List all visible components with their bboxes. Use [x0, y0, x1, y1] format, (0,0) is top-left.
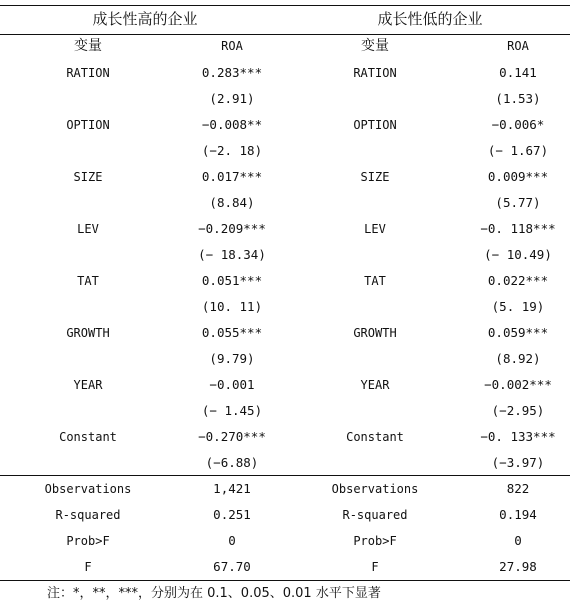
bottom-rule: [0, 580, 570, 581]
row-tstat-low: (5. 19): [491, 299, 545, 314]
row-variable-high: YEAR: [73, 378, 103, 392]
stat-value-low: 0.194: [499, 507, 537, 522]
row-tstat-high: (10. 11): [201, 299, 263, 314]
stat-label-high: R-squared: [55, 508, 121, 522]
row-tstat-high: (− 18.34): [198, 247, 266, 262]
group-title-low: 成长性低的企业: [377, 10, 483, 28]
row-coef-high: 0.051***: [201, 273, 263, 288]
row-variable-low: YEAR: [360, 378, 390, 392]
row-tstat-high: (2.91): [209, 91, 255, 106]
row-coef-low: 0.059***: [487, 325, 549, 340]
row-tstat-low: (− 1.67): [487, 143, 549, 158]
row-tstat-high: (− 1.45): [201, 403, 263, 418]
stat-value-low: 822: [506, 481, 530, 496]
header-rule: [0, 34, 570, 35]
header-variable-high: 变量: [74, 38, 102, 54]
stat-value-low: 27.98: [499, 559, 537, 574]
row-tstat-low: (5.77): [495, 195, 541, 210]
row-variable-low: SIZE: [360, 170, 390, 184]
row-tstat-high: (−6.88): [205, 455, 259, 470]
row-variable-high: TAT: [77, 274, 99, 288]
row-tstat-high: (9.79): [209, 351, 255, 366]
row-coef-low: −0. 133***: [480, 429, 556, 444]
header-depvar-low: ROA: [507, 39, 529, 53]
stat-label-low: Prob>F: [353, 534, 397, 548]
row-tstat-low: (−2.95): [491, 403, 545, 418]
stat-label-low: F: [371, 560, 379, 574]
stat-label-low: R-squared: [342, 508, 408, 522]
row-coef-low: −0.002***: [484, 377, 552, 392]
table-note: 注：*，**，***，分别为在 0.1、0.05、0.01 水平下显著: [47, 586, 381, 601]
row-variable-high: SIZE: [73, 170, 103, 184]
row-coef-high: 0.283***: [201, 65, 263, 80]
stat-value-high: 0.251: [213, 507, 251, 522]
header-variable-low: 变量: [361, 38, 389, 54]
row-variable-low: TAT: [364, 274, 386, 288]
stat-label-low: Observations: [331, 482, 419, 496]
top-rule: [0, 5, 570, 6]
row-coef-low: −0.006*: [491, 117, 545, 132]
row-variable-high: OPTION: [66, 118, 110, 132]
row-variable-low: OPTION: [353, 118, 397, 132]
row-coef-high: −0.270***: [198, 429, 266, 444]
row-tstat-low: (8.92): [495, 351, 541, 366]
row-coef-low: 0.022***: [487, 273, 549, 288]
header-depvar-high: ROA: [221, 39, 243, 53]
row-coef-high: −0.209***: [198, 221, 266, 236]
stat-value-high: 67.70: [213, 559, 251, 574]
row-coef-high: −0.008**: [201, 117, 263, 132]
row-tstat-low: (1.53): [495, 91, 541, 106]
row-variable-high: LEV: [77, 222, 99, 236]
row-variable-low: LEV: [364, 222, 386, 236]
stat-label-high: Observations: [44, 482, 132, 496]
group-title-high: 成长性高的企业: [92, 10, 198, 28]
stat-value-high: 0: [228, 533, 236, 548]
row-variable-low: RATION: [353, 66, 397, 80]
row-variable-low: Constant: [346, 430, 404, 444]
row-coef-high: −0.001: [209, 377, 255, 392]
row-coef-high: 0.055***: [201, 325, 263, 340]
row-tstat-low: (− 10.49): [484, 247, 552, 262]
stat-value-low: 0: [514, 533, 522, 548]
row-tstat-high: (−2. 18): [201, 143, 263, 158]
row-coef-high: 0.017***: [201, 169, 263, 184]
row-variable-low: GROWTH: [353, 326, 397, 340]
row-variable-high: Constant: [59, 430, 117, 444]
stats-rule: [0, 475, 570, 476]
row-tstat-high: (8.84): [209, 195, 255, 210]
row-variable-high: GROWTH: [66, 326, 110, 340]
row-variable-high: RATION: [66, 66, 110, 80]
stat-value-high: 1,421: [213, 481, 251, 496]
stat-label-high: Prob>F: [66, 534, 110, 548]
row-coef-low: 0.141: [499, 65, 537, 80]
stat-label-high: F: [84, 560, 92, 574]
row-coef-low: −0. 118***: [480, 221, 556, 236]
row-tstat-low: (−3.97): [491, 455, 545, 470]
row-coef-low: 0.009***: [487, 169, 549, 184]
